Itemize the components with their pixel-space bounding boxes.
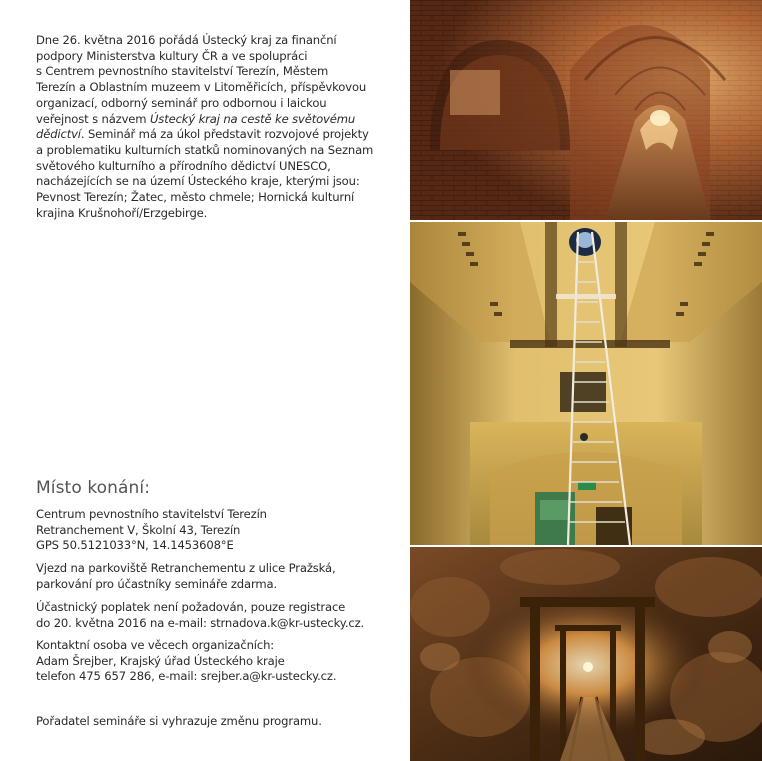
intro-line: nacházejících se na území Ústeckého kraje, kterými jsou: <box>36 174 360 189</box>
intro-line: Terezín a Oblastním muzeem v Litoměřicích, příspěvkovou <box>36 80 367 95</box>
seminar-title: Ústecký kraj na cestě ke světovému <box>149 111 356 126</box>
contact-line: Kontaktní osoba ve věcech organizačních: <box>36 638 275 652</box>
contact-line: Adam Šrejber, Krajský úřad Ústeckého kraje <box>36 653 285 668</box>
fee-info <box>36 600 408 631</box>
intro-text: veřejnost s názvem <box>36 111 150 126</box>
mine-shaft-image <box>410 222 762 545</box>
photo-column <box>410 0 762 761</box>
photo-mine-tunnel <box>410 547 762 761</box>
mine-tunnel-image <box>410 547 762 761</box>
contact-info <box>36 638 408 685</box>
venue-heading: Místo konání: <box>36 478 151 498</box>
intro-line: organizací, odborný seminář pro odbornou i laickou <box>36 95 327 110</box>
intro-line: podpory Ministerstva kultury ČR a ve spolupráci <box>36 48 308 63</box>
intro-line: a problematiku kulturních statků nominovaných na Seznam <box>36 142 374 157</box>
intro-line: světového kulturního a přírodního dědictví UNESCO, <box>36 158 331 173</box>
venue-name: Centrum pevnostního stavitelství Terezín <box>36 507 267 521</box>
intro-paragraph <box>36 33 386 221</box>
intro-line: Dne 26. května 2016 pořádá Ústecký kraj za finanční <box>36 33 337 47</box>
intro-line: Pevnost Terezín; Žatec, město chmele; Hornická kulturní <box>36 190 355 205</box>
contact-line: telefon 475 657 286, e-mail: srejber.a@kr-ustecky.cz. <box>36 669 337 684</box>
venue-address <box>36 507 408 554</box>
intro-line <box>36 112 386 128</box>
parking-line: Vjezd na parkoviště Retranchementu z ulice Pražská, <box>36 561 336 575</box>
intro-line <box>36 127 386 143</box>
intro-line: krajina Krušnohoří/Erzgebirge. <box>36 205 208 220</box>
intro-line: s Centrem pevnostního stavitelství Terezín, Městem <box>36 64 329 79</box>
brick-corridor-image <box>410 0 762 220</box>
photo-brick-corridor <box>410 0 762 220</box>
disclaimer: Pořadatel semináře si vyhrazuje změnu programu. <box>36 714 322 728</box>
intro-text: . Seminář má za úkol představit rozvojové projekty <box>80 127 369 142</box>
photo-mine-shaft <box>410 222 762 545</box>
fee-line: do 20. května 2016 na e-mail: strnadova.k@kr-ustecky.cz. <box>36 615 365 630</box>
seminar-title: dědictví <box>36 127 81 142</box>
venue-street: Retranchement V, Školní 43, Terezín <box>36 522 241 537</box>
fee-line: Účastnický poplatek není požadován, pouze registrace <box>36 600 346 614</box>
parking-line: parkování pro účastníky semináře zdarma. <box>36 576 277 591</box>
parking-info <box>36 561 408 592</box>
venue-gps: GPS 50.5121033°N, 14.1453608°E <box>36 538 234 553</box>
